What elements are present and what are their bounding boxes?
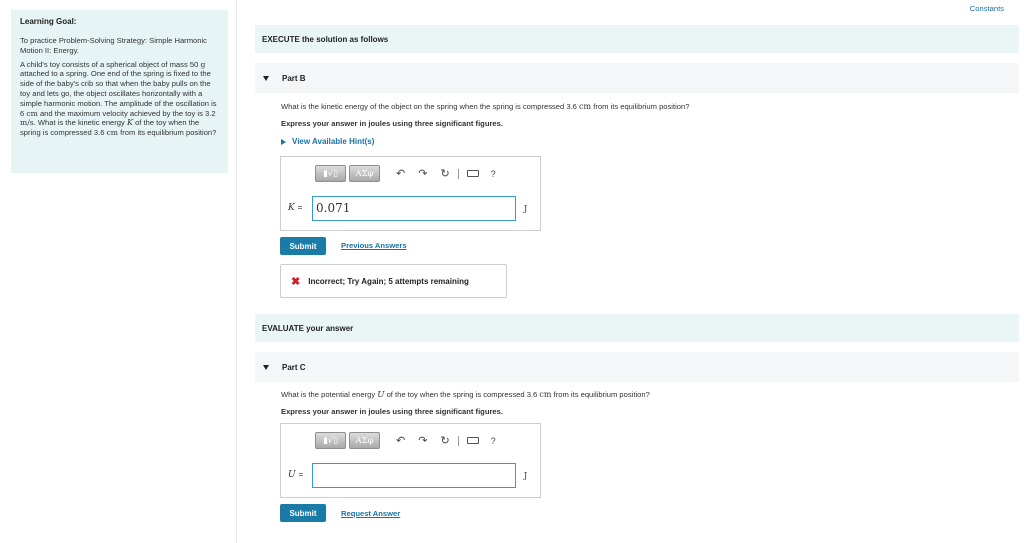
templates-button[interactable]: ▮√▯ (315, 165, 346, 182)
help-icon[interactable]: ? (490, 168, 496, 179)
submit-button[interactable]: Submit (280, 504, 326, 522)
expand-triangle-icon (281, 139, 286, 145)
collapse-caret-icon[interactable] (263, 365, 269, 370)
panel-divider (236, 0, 237, 543)
feedback-text: Incorrect; Try Again; 5 attempts remaining (308, 276, 469, 286)
answer-unit: J (524, 471, 528, 480)
answer-variable-label: U = (288, 470, 304, 480)
answer-unit: J (524, 204, 528, 213)
toolbar-separator (458, 436, 459, 446)
reset-icon[interactable]: ↻ (440, 434, 450, 447)
toolbar-separator (458, 169, 459, 179)
reset-icon[interactable]: ↻ (440, 167, 450, 180)
math-toolbar (315, 432, 496, 449)
incorrect-icon: ✖ (291, 275, 301, 288)
part-c-instruction: Express your answer in joules using three significant figures. (281, 407, 503, 416)
answer-input[interactable] (312, 463, 516, 488)
part-c-answer-box (280, 423, 541, 498)
execute-band: EXECUTE the solution as follows (255, 25, 1019, 53)
part-b-question: What is the kinetic energy of the object on the spring when the spring is compressed 3.6 cm from its equilibrium position? (281, 102, 690, 111)
redo-icon[interactable]: ↷ (418, 167, 428, 180)
problem-statement: A child's toy consists of a spherical object of mass 50 g attached to a spring. One end of the spring is fixed to the side of the baby's crib so that when the baby pulls on the toy and lets go, the object oscillates horizontally with a simple harmonic motion. The amplitude of the oscillation is 6 cm and the maximum velocity achieved by the toy is 3.2 m/s. What is the kinetic energy K of the toy when the spring is compressed 3.6 cm from its equilibrium position? (20, 59, 217, 138)
submit-button[interactable]: Submit (280, 237, 326, 255)
keyboard-icon[interactable] (467, 170, 479, 177)
learning-goal-panel (11, 10, 228, 173)
part-b-header[interactable] (255, 63, 1019, 93)
evaluate-band: EVALUATE your answer (255, 314, 1019, 342)
learning-goal-title: Learning Goal: (20, 17, 77, 26)
part-c-header[interactable] (255, 352, 1019, 382)
redo-icon[interactable]: ↷ (418, 434, 428, 447)
part-b-instruction: Express your answer in joules using three significant figures. (281, 119, 503, 128)
feedback-message (280, 264, 507, 298)
undo-icon[interactable]: ↶ (396, 434, 406, 447)
help-icon[interactable]: ? (490, 435, 496, 446)
learning-goal-text: To practice Problem-Solving Strategy: Simple Harmonic Motion II: Energy. (20, 36, 207, 55)
previous-answers-link[interactable]: Previous Answers (341, 241, 407, 250)
part-b-label: Part B (282, 73, 306, 83)
greek-symbols-button[interactable]: ΑΣφ (349, 165, 380, 182)
math-toolbar (315, 165, 496, 182)
keyboard-icon[interactable] (467, 437, 479, 444)
constants-link[interactable]: Constants (969, 4, 1004, 13)
answer-variable-label: K = (288, 203, 303, 213)
greek-symbols-button[interactable]: ΑΣφ (349, 432, 380, 449)
hint-label: View Available Hint(s) (292, 137, 375, 146)
undo-icon[interactable]: ↶ (396, 167, 406, 180)
answer-input[interactable]: 0.071 (312, 196, 516, 221)
templates-button[interactable]: ▮√▯ (315, 432, 346, 449)
request-answer-link[interactable]: Request Answer (341, 509, 401, 518)
view-hint-link[interactable] (281, 137, 374, 146)
part-b-answer-box (280, 156, 541, 231)
part-c-label: Part C (282, 362, 306, 372)
part-c-question: What is the potential energy U of the toy when the spring is compressed 3.6 cm from its equilibrium position? (281, 390, 650, 400)
collapse-caret-icon[interactable] (263, 76, 269, 81)
